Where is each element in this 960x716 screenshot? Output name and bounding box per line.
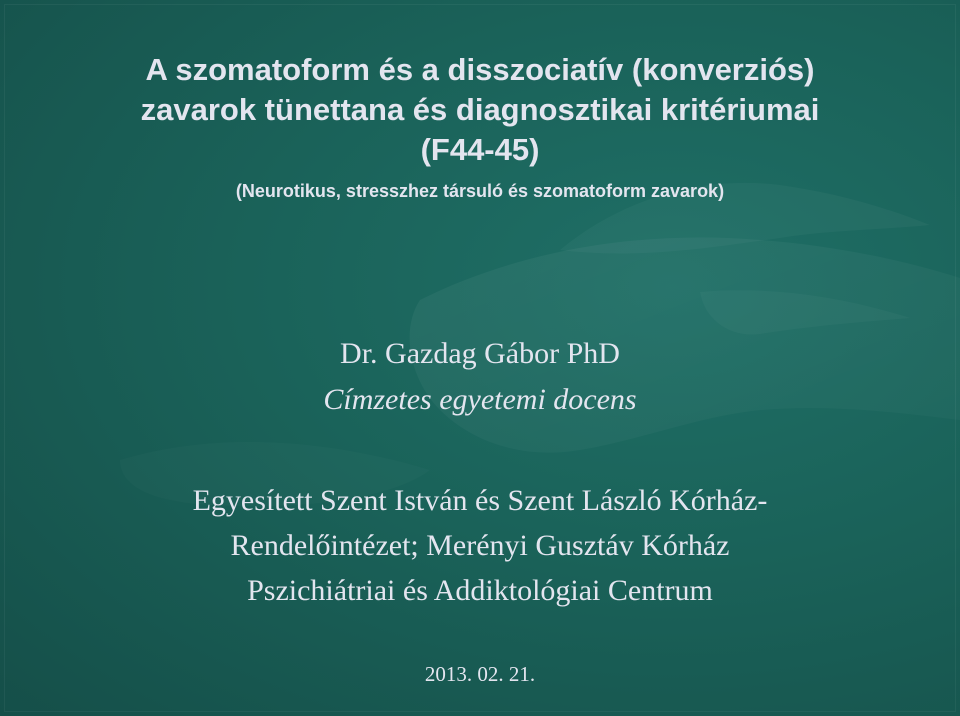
presentation-date: 2013. 02. 21. [424,662,536,686]
subtitle: (Neurotikus, stresszhez társuló és szomatoform zavarok) [235,181,725,201]
title-line-2: zavarok tünettana és diagnosztikai kritériumai [140,92,820,127]
author-role: Címzetes egyetemi docens [323,383,637,416]
institution-line-3: Pszichiátriai és Addiktológiai Centrum [247,574,713,607]
institution-block [0,478,960,613]
institution-line-2: Rendelőintézet; Merényi Gusztáv Kórház [230,529,730,562]
author-name: Dr. Gazdag Gábor PhD [340,337,620,370]
institution-line-1: Egyesített Szent István és Szent László Kórház- [192,484,768,517]
title-line-1: A szomatoform és a disszociatív (konverziós) [145,52,815,87]
title-line-3: (F44-45) [420,132,540,167]
author-block [0,333,960,421]
title-block [0,50,960,204]
